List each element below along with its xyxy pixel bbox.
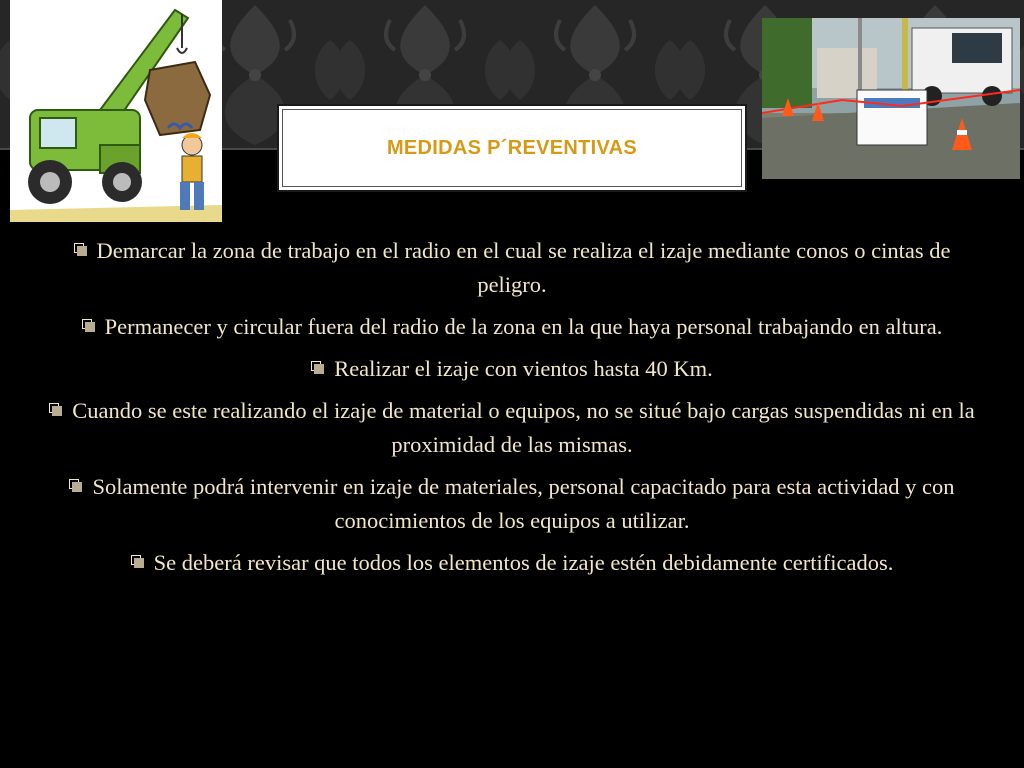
bullet-text: Se deberá revisar que todos los elementos de izaje estén debidamente certificados. bbox=[153, 550, 894, 575]
bullet-text: Cuando se este realizando el izaje de material o equipos, no se situé bajo cargas suspendidas ni en la proximidad de las mismas. bbox=[72, 398, 975, 457]
slide-title: MEDIDAS P´REVENTIVAS bbox=[386, 136, 638, 159]
bullet-item bbox=[40, 310, 984, 344]
title-box-inner-border bbox=[282, 109, 742, 187]
bullet-item bbox=[40, 352, 984, 386]
bullet-item bbox=[40, 234, 984, 302]
bullet-item bbox=[40, 546, 984, 580]
bullet-item bbox=[40, 470, 984, 538]
bullet-text: Solamente podrá intervenir en izaje de materiales, personal capacitado para esta actividad y con conocimientos de los equipos a utilizar. bbox=[92, 474, 955, 533]
checkbox-square-icon bbox=[49, 403, 62, 416]
bullet-text: Permanecer y circular fuera del radio de la zona en la que haya personal trabajando en altura. bbox=[104, 314, 943, 339]
bullet-text: Realizar el izaje con vientos hasta 40 Km. bbox=[334, 356, 713, 381]
checkbox-square-icon bbox=[82, 319, 95, 332]
checkbox-square-icon bbox=[74, 243, 87, 256]
checkbox-square-icon bbox=[69, 479, 82, 492]
title-box bbox=[277, 104, 747, 192]
bullet-text: Demarcar la zona de trabajo en el radio en el cual se realiza el izaje mediante conos o cintas de peligro. bbox=[96, 238, 951, 297]
checkbox-square-icon bbox=[131, 555, 144, 568]
bullet-list bbox=[40, 234, 984, 588]
crane-illustration bbox=[10, 0, 222, 222]
checkbox-square-icon bbox=[311, 361, 324, 374]
bullet-item bbox=[40, 394, 984, 462]
worksite-photo bbox=[762, 18, 1020, 179]
